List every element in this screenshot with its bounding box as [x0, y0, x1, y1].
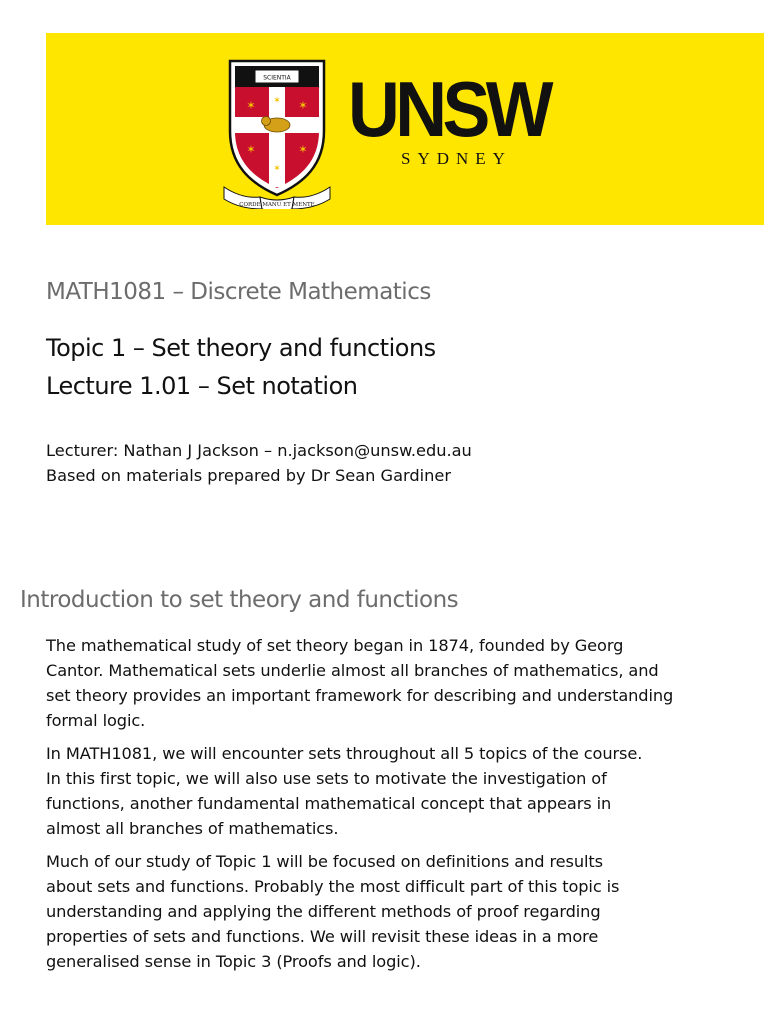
paragraph-line: generalised sense in Topic 3 (Proofs and logic).: [46, 952, 421, 971]
paragraph-line: formal logic.: [46, 711, 146, 730]
paragraph-3: [46, 849, 746, 974]
crest-motto: CORDE MANU ET MENTE: [239, 202, 315, 208]
svg-text:✶: ✶: [273, 96, 281, 106]
svg-text:✶: ✶: [273, 164, 281, 174]
paragraph-line: Much of our study of Topic 1 will be focused on definitions and results: [46, 852, 603, 871]
paragraph-line: In this first topic, we will also use sets to motivate the investigation of: [46, 769, 607, 788]
course-title: MATH1081 – Discrete Mathematics: [46, 279, 431, 305]
based-on-line: Based on materials prepared by Dr Sean Gardiner: [46, 466, 452, 485]
unsw-wordmark-subtitle: SYDNEY: [401, 149, 512, 168]
paragraph-line: functions, another fundamental mathematical concept that appears in: [46, 794, 612, 813]
svg-text:✶: ✶: [298, 143, 308, 156]
paragraph-line: Cantor. Mathematical sets underlie almost all branches of mathematics, and: [46, 661, 659, 680]
unsw-banner: [46, 33, 764, 225]
paragraph-line: In MATH1081, we will encounter sets throughout all 5 topics of the course.: [46, 744, 643, 763]
paragraph-line: The mathematical study of set theory began in 1874, founded by Georg: [46, 636, 624, 655]
topic-title: Topic 1 – Set theory and functions: [46, 334, 436, 362]
paragraph-line: set theory provides an important framework for describing and understanding: [46, 686, 674, 705]
unsw-coat-of-arms-icon: [222, 53, 332, 209]
svg-text:✶: ✶: [298, 99, 308, 112]
lecturer-line: Lecturer: Nathan J Jackson – n.jackson@unsw.edu.au: [46, 441, 472, 460]
paragraph-line: understanding and applying the different methods of proof regarding: [46, 902, 601, 921]
paragraph-line: almost all branches of mathematics.: [46, 819, 339, 838]
unsw-wordmark: UNSW: [348, 65, 549, 153]
paragraph-line: properties of sets and functions. We will revisit these ideas in a more: [46, 927, 599, 946]
section-body: [46, 633, 746, 982]
svg-text:✶: ✶: [246, 99, 256, 112]
paragraph-2: [46, 741, 746, 841]
section-title: Introduction to set theory and functions: [20, 587, 459, 613]
paragraph-1: [46, 633, 746, 733]
crest-book-text: SCIENTIA: [263, 74, 291, 82]
svg-text:✶: ✶: [246, 143, 256, 156]
lecture-title: Lecture 1.01 – Set notation: [46, 372, 358, 400]
paragraph-line: about sets and functions. Probably the most difficult part of this topic is: [46, 877, 620, 896]
